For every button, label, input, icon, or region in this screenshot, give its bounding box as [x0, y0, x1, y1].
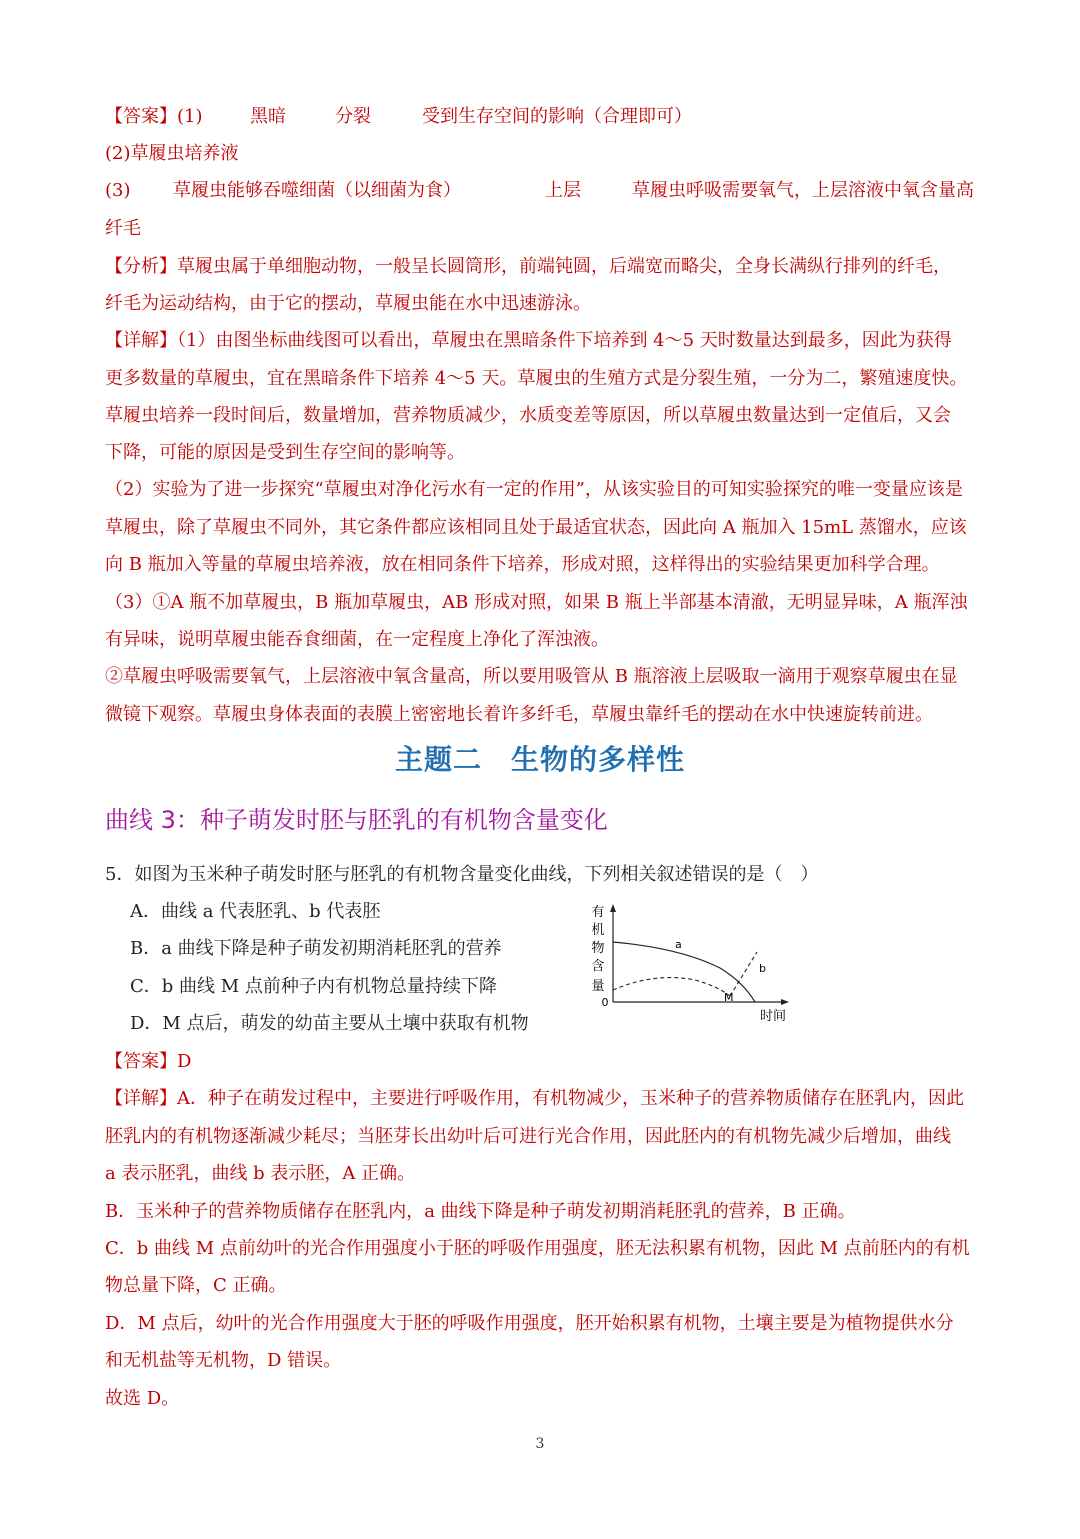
answer-space: 受到生存空间的影响（合理即可）: [422, 106, 692, 127]
detail2-line-9: 故选 D。: [105, 1388, 180, 1409]
curve-title: 曲线 3：种子萌发时胚与胚乳的有机物含量变化: [105, 806, 608, 834]
y-label-char-5: 量: [591, 979, 605, 994]
page-number: 3: [535, 1436, 545, 1452]
detail2-line-5: C．b 曲线 M 点前幼叶的光合作用强度小于胚的呼吸作用强度，胚无法积累有机物，因此 M 点前胚内的有机: [105, 1238, 970, 1259]
detail1-line-1: 【详解】（1）由图坐标曲线图可以看出，草履虫在黑暗条件下培养到 4～5 天时数量达到最多，因此为获得: [105, 330, 952, 351]
curve-b-after-m: [730, 952, 757, 996]
answer-oxygen: 草履虫呼吸需要氧气，上层溶液中氧含量高: [632, 180, 974, 201]
option-c: C．b 曲线 M 点前种子内有机物总量持续下降: [130, 976, 497, 997]
analysis-line-1: 【分析】草履虫属于单细胞动物，一般呈长圆筒形，前端钝圆，后端宽而略尖，全身长满纵行排列的纤毛，: [105, 256, 951, 277]
y-axis-arrow: [610, 904, 616, 912]
detail2-line-2: 胚乳内的有机物逐渐减少耗尽；当胚芽长出幼叶后可进行光合作用，因此胚内的有机物先减少后增加，曲线: [105, 1126, 951, 1147]
detail2-line-8: 和无机盐等无机物，D 错误。: [105, 1350, 342, 1371]
curve-a-label: a: [675, 938, 682, 951]
answer-part-3: (3): [105, 180, 131, 201]
detail2-line-6: 物总量下降，C 正确。: [105, 1275, 287, 1296]
y-label-char-3: 物: [591, 941, 605, 956]
question-stem: 5．如图为玉米种子萌发时胚与胚乳的有机物含量变化曲线，下列相关叙述错误的是（ ）: [105, 864, 819, 885]
x-axis-label: 时间: [759, 1009, 787, 1024]
theme-title: 主题二 生物的多样性: [394, 743, 685, 776]
detail2-line-1: 【详解】A．种子在萌发过程中，主要进行呼吸作用，有机物减少，玉米种子的营养物质储存在胚乳内，因此: [105, 1088, 964, 1109]
answer-dark: 黑暗: [250, 106, 286, 127]
detail1-line-8: （3）①A 瓶不加草履虫，B 瓶加草履虫，AB 形成对照，如果 B 瓶上半部基本清澈，无明显异味，A 瓶浑浊: [105, 592, 968, 613]
option-d: D．M 点后，萌发的幼苗主要从土壤中获取有机物: [130, 1013, 529, 1034]
answer-fission: 分裂: [335, 106, 371, 127]
detail2-line-4: B．玉米种子的营养物质储存在胚乳内，a 曲线下降是种子萌发初期消耗胚乳的营养，B 正确。: [105, 1201, 856, 1222]
x-axis-arrow: [781, 999, 789, 1005]
detail1-line-6: 草履虫，除了草履虫不同外，其它条件都应该相同且处于最适宜状态，因此向 A 瓶加入 15mL 蒸馏水，应该: [105, 517, 967, 538]
detail1-line-5: （2）实验为了进一步探究“草履虫对净化污水有一定的作用”，从该实验目的可知实验探究的唯一变量应该是: [105, 479, 963, 500]
detail2-line-7: D．M 点后，幼叶的光合作用强度大于胚的呼吸作用强度，胚开始积累有机物，土壤主要是为植物提供水分: [105, 1313, 954, 1334]
y-label-char-4: 含: [591, 959, 605, 974]
detail1-line-2: 更多数量的草履虫，宜在黑暗条件下培养 4～5 天。草履虫的生殖方式是分裂生殖，一分为二，繁殖速度快。: [105, 368, 968, 389]
organic-content-figure: [585, 900, 795, 1030]
detail1-line-4: 下降，可能的原因是受到生存空间的影响等。: [105, 442, 465, 463]
detail1-line-7: 向 B 瓶加入等量的草履虫培养液，放在相同条件下培养，形成对照，这样得出的实验结果更加科学合理。: [105, 554, 940, 575]
answer-part-1: (1): [177, 106, 203, 127]
detail1-line-9: 有异味，说明草履虫能吞食细菌，在一定程度上净化了浑浊液。: [105, 629, 609, 650]
y-label-char-2: 机: [591, 923, 605, 938]
detail1-line-11: 微镜下观察。草履虫身体表面的表膜上密密地长着许多纤毛，草履虫靠纤毛的摆动在水中快速旋转前进。: [105, 704, 933, 725]
detail2-line-3: a 表示胚乳，曲线 b 表示胚，A 正确。: [105, 1163, 416, 1184]
answer-line-4: 纤毛: [105, 218, 141, 239]
curve-a: [613, 942, 755, 1002]
option-a: A．曲线 a 代表胚乳、b 代表胚: [130, 901, 381, 922]
origin-label: 0: [601, 996, 609, 1009]
answer-bacteria: 草履虫能够吞噬细菌（以细菌为食）: [173, 180, 461, 201]
answer-upper: 上层: [545, 180, 581, 201]
curve-b-before-m: [613, 978, 730, 996]
detail1-line-3: 草履虫培养一段时间后，数量增加，营养物质减少，水质变差等原因，所以草履虫数量达到一定值后，又会: [105, 405, 951, 426]
point-m-label: M: [724, 991, 734, 1004]
y-label-char-1: 有: [591, 905, 605, 920]
answer-line-2: (2)草履虫培养液: [105, 143, 239, 164]
answer2-line: 【答案】D: [105, 1051, 192, 1072]
answer-label: 【答案】: [105, 106, 177, 127]
analysis-line-2: 纤毛为运动结构，由于它的摆动，草履虫能在水中迅速游泳。: [105, 293, 591, 314]
detail1-line-10: ②草履虫呼吸需要氧气，上层溶液中氧含量高，所以要用吸管从 B 瓶溶液上层吸取一滴用于观察草履虫在显: [105, 666, 958, 687]
option-b: B．a 曲线下降是种子萌发初期消耗胚乳的营养: [130, 938, 502, 959]
curve-b-label: b: [759, 962, 766, 975]
